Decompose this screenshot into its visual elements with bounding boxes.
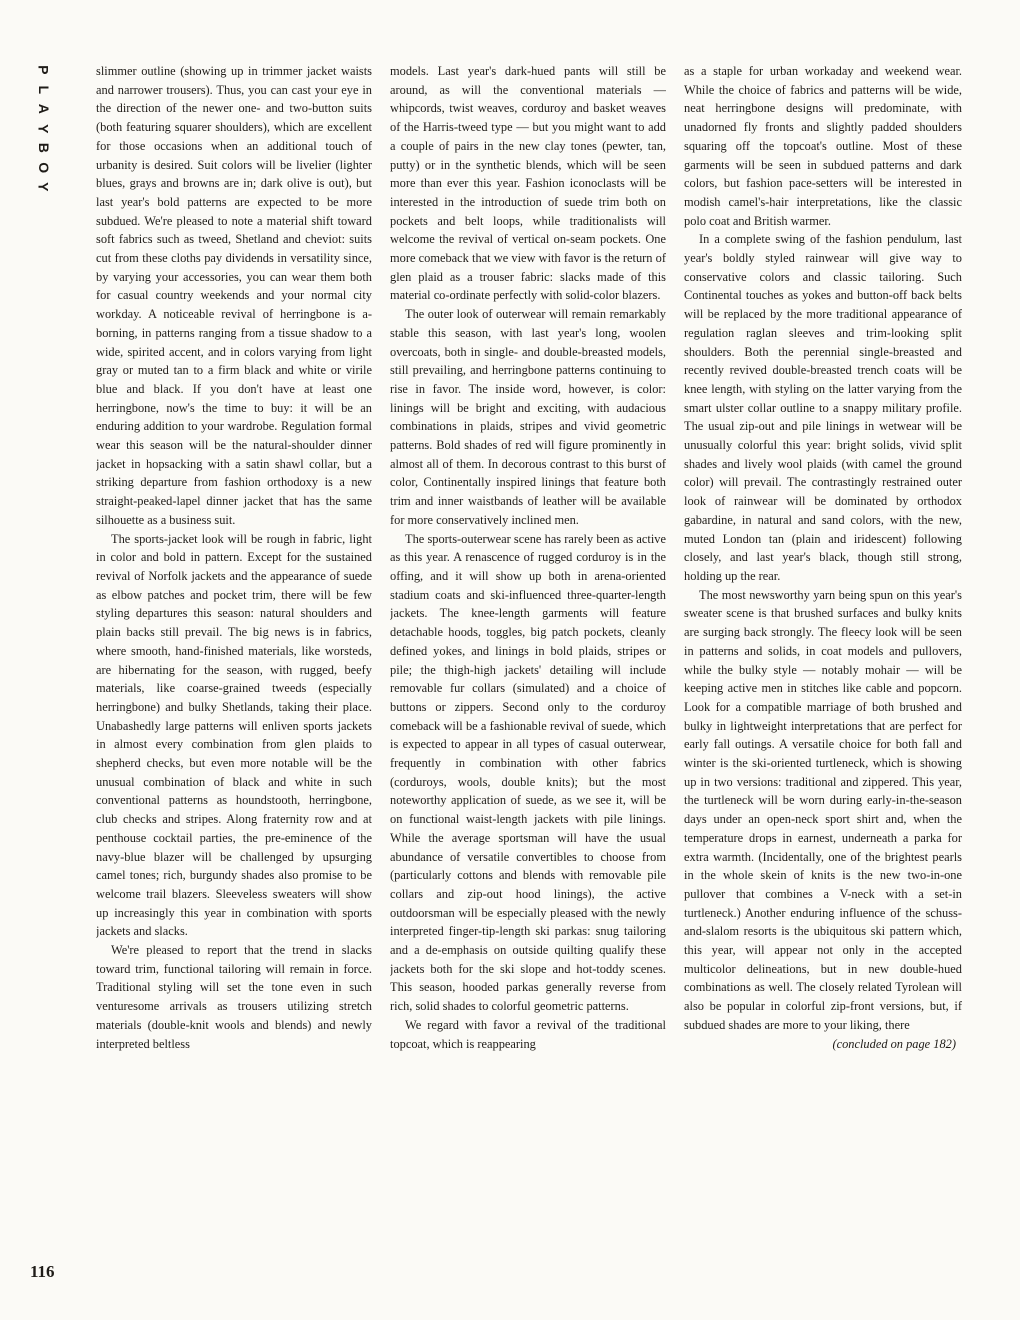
- paragraph: as a staple for urban workaday and weekend wear. While the choice of fabrics and patterns will be wide, neat herringbone designs will predominate, with unadorned fly fronts and slightly padded shoulders squaring off the topcoat's outline. Most of these garments will be seen in subdued patterns and dark colors, but fashion pace-setters will be interested in modish camel's-hair interpretations, like the classic polo coat and British warmer.: [684, 64, 962, 228]
- paragraph: In a complete swing of the fashion pendulum, last year's boldly styled rainwear will give way to conservative colors and classic tailoring. Such Continental touches as yokes and button-off back belts will be replaced by the more traditional appearance of regulation raglan sleeves and trim-looking split shoulders. Both the perennial single-breasted and recently revived double-breasted trench coats will be knee length, with styling on the latter varying from the smart ulster collar outline to a snappy military profile. The usual zip-out and pile linings in wetwear will be unusually colorful this year: bright solids, vivid split shades and lively wool plaids (with camel the ground color) will prevail. The contrastingly restrained outer look of rainwear will be dominated by orthodox gabardine, in natural and sand colors, with the new, muted London tan (plain and iridescent) following closely, and last year's black, though still strong, holding up the rear.: [684, 232, 962, 583]
- magazine-letter: O: [35, 161, 52, 173]
- paragraph: We regard with favor a revival of the traditional topcoat, which is reappearing: [390, 1017, 666, 1051]
- magazine-name-vertical: [28, 60, 58, 197]
- paragraph: We're pleased to report that the trend in slacks toward trim, functional tailoring will remain in force. Traditional styling will set the tone even in such venturesome arrivals as trousers utilizing stretch materials (double-knit wools and blends) and newly interpreted beltless: [96, 943, 372, 1051]
- column-1: [96, 62, 372, 1290]
- page-number: 116: [30, 1262, 55, 1281]
- paragraph: The most newsworthy yarn being spun on this year's sweater scene is that brushed surfaces and bulky knits are surging back strongly. The fleecy look will be seen in patterns and solids, in coat models and pullovers, while the bulky style — notably mohair — will be keeping active men in stitches like cable and popcorn. Look for a compatible marriage of both brushed and bulky in lightweight interpretations that are perfect for early fall outings. A versatile choice for both fall and winter is the ski-oriented turtleneck, which is showing up in two versions: traditional and zippered. This year, the turtleneck will be worn during early-in-the-season days under an open-neck sport shirt and, when the temperature drops in earnest, underneath a parka for extra warmth. (Incidentally, one of the brightest pearls in the whole skein of knits is the new two-in-one pullover that combines a V-neck with a set-in turtleneck.) Another enduring influence of the schuss-and-slalom resorts is the ubiquitous ski pattern which, this year, will appear not only in the accepted multicolor delineations, but in new double-hued combinations as well. The closely related Tyrolean will also be popular in colorful zip-front versions, but, if subdued shades are more to your liking, there: [684, 587, 962, 1032]
- magazine-letter: A: [35, 103, 52, 114]
- magazine-letter: Y: [35, 123, 52, 133]
- column-2: [390, 62, 666, 1290]
- magazine-letter: P: [35, 65, 52, 75]
- magazine-letter: Y: [35, 182, 52, 192]
- paragraph: slimmer outline (showing up in trimmer jacket waists and narrower trousers). Thus, you can cast your eye in the direction of the newer one- and two-button suits (both featuring squarer shoulders), which are excellent for those occasions when an additional touch of urbanity is desired. Suit colors will be livelier (lighter blues, grays and browns are in; dark olive is out), but last year's bold patterns are expected to be more subdued. We're pleased to note a material shift toward soft fabrics such as tweed, Shetland and cheviot: suits cut from these cloths pay dividends in versatility since, by varying your accessories, you can wear them both for casual country weekends and your normal city workday. A noticeable revival of herringbone is a-borning, in patterns ranging from a tissue shadow to a wide, spirited accent, and in colors varying from light gray or muted tan to a firm black and white or virile blue and black. If you don't have at least one herringbone, now's the time to buy: it will be an enduring addition to your wardrobe. Regulation formal wear this season will be the natural-shoulder dinner jacket in hopsacking with a satin shawl collar, but a striking departure from fashion orthodoxy is a new straight-peaked-lapel dinner jacket that has the same silhouette as a business suit.: [96, 64, 372, 527]
- continuation-note: (concluded on page 182): [832, 1036, 956, 1051]
- paragraph: The outer look of outerwear will remain remarkably stable this season, with last year's long, woolen overcoats, both in single- and double-breasted models, still prevailing, and herringbone patterns continuing to rise in favor. The inside word, however, is color: linings will be bright and exciting, with audacious combinations in plaids, stripes and vivid geometric patterns. Bold shades of red will figure prominently in almost all of them. In decorous contrast to this burst of color, Continentally inspired linings that feature both trim and inner waistbands of leather will be available for more conservatively inclined men.: [390, 307, 666, 527]
- paragraph: The sports-jacket look will be rough in fabric, light in color and bold in pattern. Except for the sustained revival of Norfolk jackets and the appearance of suede as elbow patches and pocket trim, there will be few styling departures this season: natural shoulders and plain backs still prevail. The big news is in fabrics, where smooth, hand-finished materials, like worsteds, are hibernating for the season, with rugged, beefy materials, like coarse-grained tweeds (especially herringbone) and bulky Shetlands, taking their place. Unabashedly large patterns will enliven sports jackets in almost every combination from glen plaids to shepherd checks, but even more notable will be the unusual combination of black and white in such conventional patterns as houndstooth, herringbone, club checks and stripes. Along fraternity row and at penthouse cocktail parties, the pre-eminence of the navy-blue blazer will be challenged by upsurging camel tones; rich, burgundy shades also promise to be welcome trail blazers. Sleeveless sweaters will show up increasingly this year in combination with sports jackets and slacks.: [96, 531, 372, 939]
- magazine-letter: L: [35, 84, 52, 94]
- magazine-letter: B: [35, 142, 52, 153]
- paragraph: The sports-outerwear scene has rarely been as active as this year. A renascence of rugged corduroy is in the offing, and it will show up both in arena-oriented stadium coats and ski-influenced three-quarter-length jackets. The knee-length garments will feature detachable hoods, toggles, big patch pockets, cleanly defined yokes, and linings in bold plaids, stripes or pile; the thigh-high jackets' detailing will include removable fur collars (simulated) and a choice of buttons or zippers. Second only to the corduroy comeback will be a fashionable revival of suede, which is expected to appear in all types of casual outerwear, frequently in combination with other fabrics (corduroys, wools, double knits); but the most noteworthy application of suede, as we see it, will be on functional waist-length jackets with pile linings. While the average sportsman will have the usual abundance of versatile convertibles to choose from (particularly cottons and blends with removable pile collars and zip-out hood linings), the active outdoorsman will be especially pleased with the newly interpreted finger-tip-length ski parkas: snug tailoring and a de-emphasis on outside quilting qualify these jackets both for the ski slope and hot-toddy scenes. This season, hooded parkas generally reverse from rich, solid shades to colorful geometric patterns.: [390, 531, 666, 1014]
- article-body: [96, 62, 962, 1290]
- column-3: [684, 62, 962, 1290]
- paragraph: models. Last year's dark-hued pants will still be around, as will the conventional materials — whipcords, twist weaves, corduroy and basket weaves of the Harris-tweed type — but you might want to add a couple of pairs in the new clay tones (pewter, tan, putty) or in the synthetic blends, which will be seen more than ever this year. Fashion iconoclasts will be interested in the introduction of suede trim both on pockets and belt loops, while traditionalists will welcome the revival of vertical on-seam pockets. One more comeback that we view with favor is the return of glen plaid as a trouser fabric: slacks made of this material co-ordinate perfectly with solid-color blazers.: [390, 64, 666, 303]
